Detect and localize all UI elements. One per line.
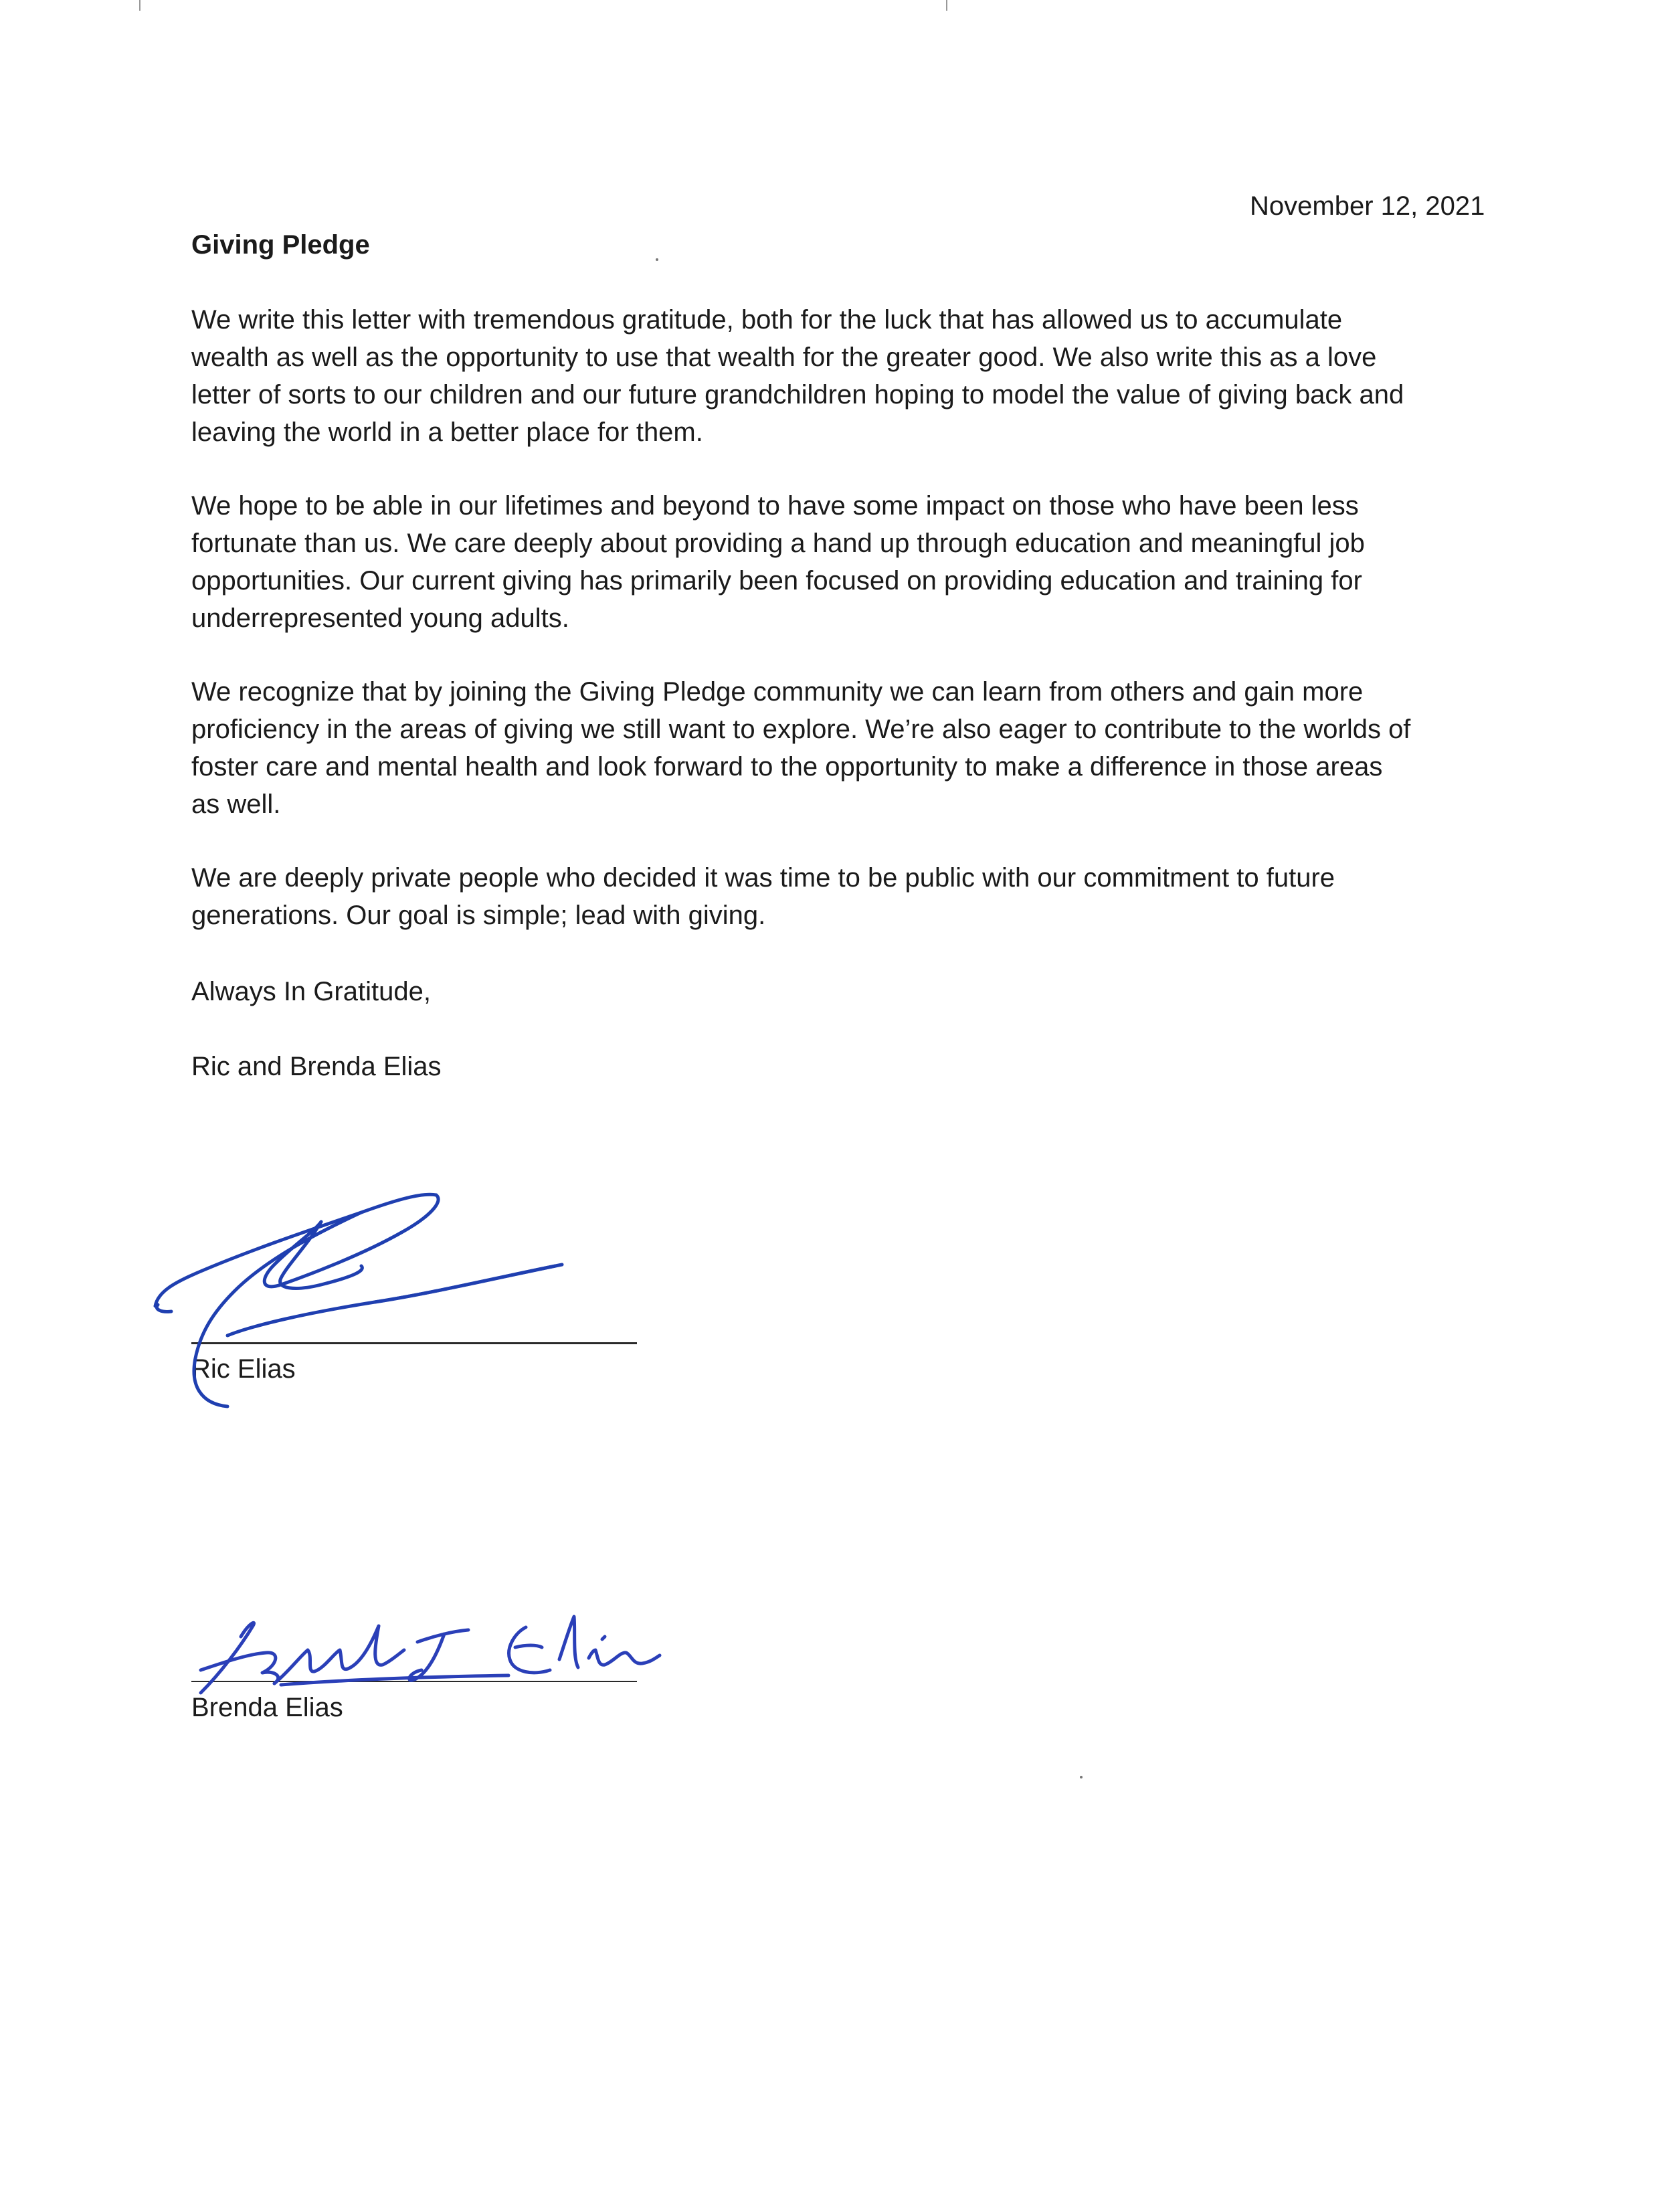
paragraph-line: We are deeply private people who decided it was time to be public with our commitment to future [191,863,1335,893]
scan-speck [656,258,658,261]
paragraph-line: as well. [191,790,281,819]
scan-speck [1080,1776,1083,1778]
signature-line-brenda [191,1681,637,1682]
paragraph-line: leaving the world in a better place for them. [191,418,703,447]
printed-name-brenda: Brenda Elias [191,1693,343,1722]
paragraph-line: generations. Our goal is simple; lead with giving. [191,901,766,930]
paragraph-3 [191,673,1503,823]
letter-date: November 12, 2021 [1250,191,1485,221]
paragraph-4 [191,859,1503,934]
paragraph-1 [191,301,1503,451]
paragraph-line: fortunate than us. We care deeply about providing a hand up through education and meaningful job [191,529,1365,558]
paragraph-line: wealth as well as the opportunity to use that wealth for the greater good. We also write this as a love [191,343,1377,372]
paragraph-line: letter of sorts to our children and our future grandchildren hoping to model the value of giving back and [191,380,1404,409]
letter-title: Giving Pledge [191,230,370,260]
signer-names: Ric and Brenda Elias [191,1052,442,1081]
printed-name-ric: Ric Elias [191,1354,296,1384]
scan-mark [946,0,947,11]
scan-mark [139,0,141,11]
paragraph-line: opportunities. Our current giving has primarily been focused on providing education and training for [191,566,1362,596]
paragraph-line: foster care and mental health and look forward to the opportunity to make a difference in those areas [191,752,1383,782]
closing-salutation: Always In Gratitude, [191,977,431,1006]
signature-line-ric [191,1342,637,1344]
paragraph-line: We hope to be able in our lifetimes and beyond to have some impact on those who have been less [191,491,1359,521]
paragraph-line: proficiency in the areas of giving we still want to explore. We’re also eager to contribute to the worlds of [191,715,1411,744]
paragraph-2 [191,487,1503,637]
paragraph-line: We recognize that by joining the Giving Pledge community we can learn from others and gain more [191,677,1364,707]
paragraph-line: We write this letter with tremendous gratitude, both for the luck that has allowed us to accumulate [191,305,1343,335]
paragraph-line: underrepresented young adults. [191,604,569,633]
